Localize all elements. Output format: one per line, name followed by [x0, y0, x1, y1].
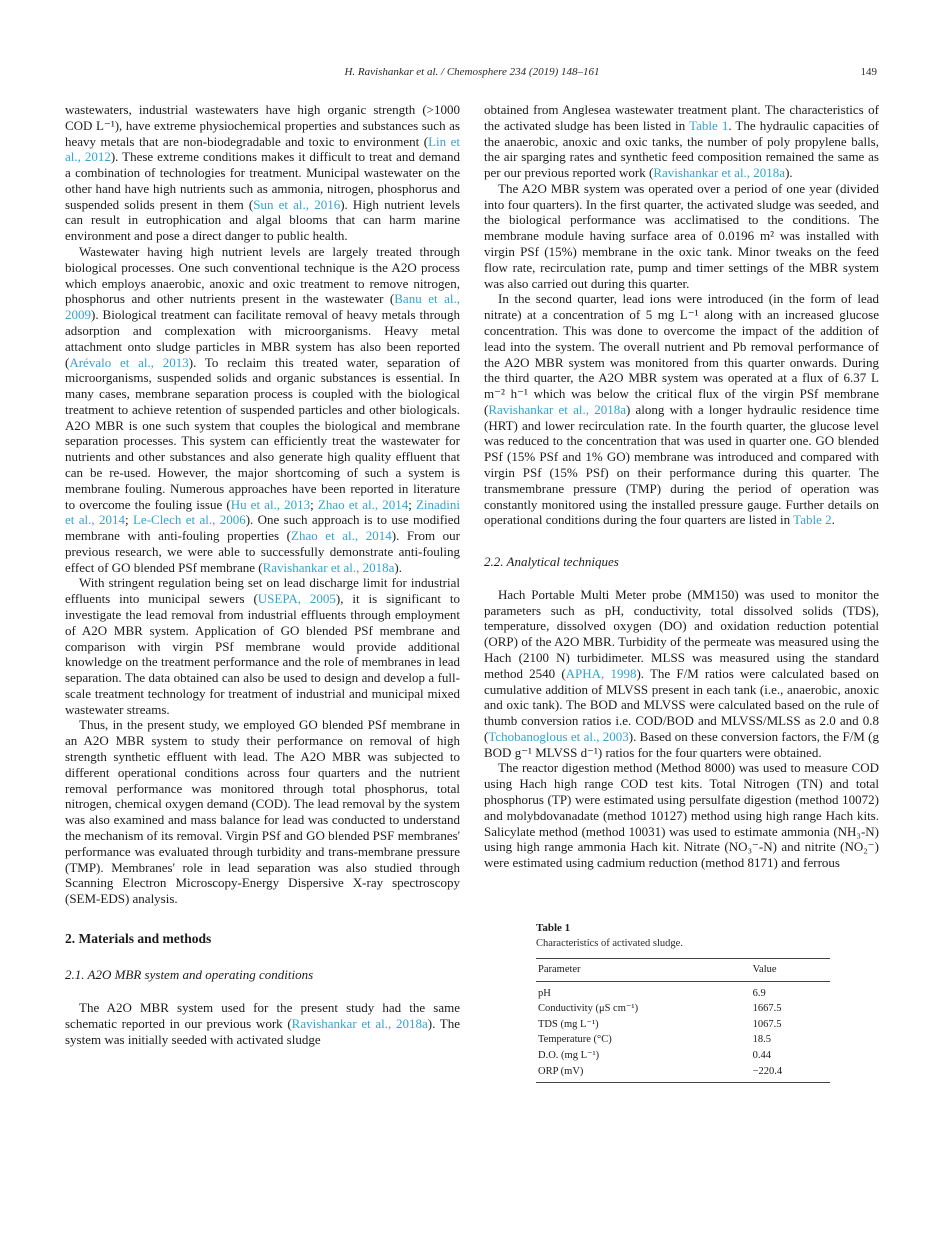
- citation-link[interactable]: Le-Clech et al., 2006: [132, 512, 246, 528]
- citation-link[interactable]: Ravishankar et al., 2018a: [653, 165, 786, 181]
- table-row: [536, 981, 830, 1001]
- running-head: [65, 66, 879, 78]
- table-1: [536, 958, 830, 1083]
- value-column-header: Value: [751, 958, 830, 981]
- paragraph: The A2O MBR system was operated over a period of one year (divided into four quarters). In the first quarter, the activated sludge was seeded, and the biological performance was acclimatised to the conditions. The membrane module having surface area of 0.0196 m² was installed with virgin PSf (15%) membrane in the oxic tank. Minor tweaks on the feed flow rate, recirculation rate, pump and timer settings of the MBR system was also carried out during this quarter.: [484, 180, 879, 291]
- citation-link[interactable]: Sun et al., 2016: [253, 196, 341, 212]
- two-column-body: [65, 102, 879, 1083]
- paragraph: The reactor digestion method (Method 8000) was used to measure COD using Hach high range COD test kits. Total Nitrogen (TN) and total phosphorus (TP) were estimated using persulfate digestion (method 10072) and molybdovanadate (method 10127) method using high range Hach kits. Salicylate method (method 10031) was used to estimate ammonia (NH₃-N) using high range ammonia Hach kit. Nitrate (NO₃⁻-N) and nitrite (NO₂⁻) were estimated using cadmium reduction (method 8171) and ferrous: [484, 760, 879, 871]
- citation-link[interactable]: Zinadini et al., 2014: [65, 496, 460, 528]
- parameter-cell: D.O. (mg L⁻¹): [538, 1050, 600, 1062]
- value-cell: 1667.5: [752, 1003, 782, 1015]
- citation-link[interactable]: USEPA, 2005: [257, 591, 336, 607]
- citation-link[interactable]: Zhao et al., 2014: [291, 528, 392, 544]
- paragraph: The A2O MBR system used for the present study had the same schematic reported in our previous work (Ravishankar et al., 2018a). The system was initially seeded with activated sludge: [65, 1000, 460, 1047]
- value-cell: −220.4: [752, 1065, 783, 1077]
- table-row: [536, 1017, 830, 1033]
- citation-link[interactable]: Ravishankar et al., 2018a: [262, 559, 395, 575]
- table-1-label: Table 1: [536, 921, 571, 934]
- citation-link[interactable]: Arévalo et al., 2013: [69, 354, 189, 370]
- subsection-heading-2-2: 2.2. Analytical techniques: [484, 554, 619, 570]
- right-column: [484, 102, 879, 1083]
- table-2-ref-link[interactable]: Table 2: [793, 512, 832, 528]
- table-1-header: [536, 958, 830, 981]
- value-cell: 1067.5: [752, 1018, 782, 1030]
- paragraph: Thus, in the present study, we employed GO blended PSf membrane in an A2O MBR system to study their performance on removal of high strength synthetic effluent with lead. The A2O MBR was subjected to different operational conditions across four quarters and the nutrient removal performance was monitored through total phosphorus, total nitrogen, chemical oxygen demand (COD). The lead removal by the system was also examined and mass balance for lead was conducted to understand the mechanism of its removal. Virgin PSf and GO blended PSF membranes' performance was evaluated through turbidity and trans-membrane pressure (TMP). Membranes' role in lead separation was also studied through Scanning Electron Microscopy-Energy Dispersive X-ray spectroscopy (SEM-EDS) analysis.: [65, 717, 460, 907]
- table-header-row: [536, 958, 830, 981]
- table-row: [536, 1032, 830, 1048]
- value-cell: 6.9: [752, 987, 766, 999]
- parameter-cell: pH: [538, 987, 551, 999]
- paragraph: wastewaters, industrial wastewaters have high organic strength (>1000 COD L⁻¹), have extreme physiochemical properties and substances such as heavy metals that are non-biodegradable and toxic to environment (Lin et al., 2012). These extreme conditions makes it difficult to treat and demand a combination of technologies for treatment. Municipal wastewater on the other hand have high nutrients such as ammonia, nitrogen, phosphorus and suspended solids present in them (Sun et al., 2016). High nutrient levels can result in eutrophication and algal blooms that can harm marine environment and pose a direct danger to public health.: [65, 102, 460, 244]
- citation-link[interactable]: Banu et al., 2009: [65, 291, 460, 323]
- citation-link[interactable]: Zhao et al., 2014: [317, 496, 409, 512]
- table-1-body: [536, 981, 830, 1083]
- paragraph: Wastewater having high nutrient levels are largely treated through biological processes. One such conventional technique is the A2O process which employs anaerobic, anoxic and oxic treatment to remove nitrogen, phosphorus and other nutrients present in the wastewater (Banu et al., 2009). Biological treatment can facilitate removal of heavy metals through adsorption and complexation with microorganisms. Heavy metal attachment onto sludge particles in MBR system has also been reported (Arévalo et al., 2013). To reclaim this treated water, separation of microorganisms, suspended solids and organic substances is essential. In many cases, membrane separation process is coupled with the biological treatment to achieve retention of suspended particles and other biologicals. A2O MBR is one such system that couples the biological and membrane separation processes. This system can efficiently treat the wastewater for nutrients and other substances and also generate high quality effluent that can be re-used. However, the major shortcoming of such a system is membrane fouling. Numerous approaches have been reported in literature to overcome the fouling issue (Hu et al., 2013; Zhao et al., 2014; Zinadini et al., 2014; Le-Clech et al., 2006). One such approach is to use modified membrane with anti-fouling properties (Zhao et al., 2014). From our previous research, we were able to successfully demonstrate anti-fouling effect of GO blended PSf membrane (Ravishankar et al., 2018a).: [65, 244, 460, 575]
- value-cell: 18.5: [752, 1034, 771, 1046]
- citation-link[interactable]: Ravishankar et al., 2018a: [488, 401, 626, 417]
- parameter-column-header: Parameter: [536, 958, 751, 981]
- parameter-cell: ORP (mV): [538, 1065, 584, 1077]
- paragraph: obtained from Anglesea wastewater treatment plant. The characteristics of the activated sludge has been listed in Table 1. The hydraulic capacities of the anaerobic, anoxic and oxic tanks, the number of poly propylene balls, the air sparging rates and synthetic feed composition remained the same as per our previous reported work (Ravishankar et al., 2018a).: [484, 102, 879, 181]
- table-row: [536, 1048, 830, 1064]
- parameter-cell: TDS (mg L⁻¹): [538, 1018, 599, 1030]
- table-row: [536, 1064, 830, 1083]
- paragraph: In the second quarter, lead ions were introduced (in the form of lead nitrate) at a concentration of 5 mg L⁻¹ along with an increased glucose concentration. This was done to overcome the impact of the addition of lead into the system. The overall nutrient and Pb removal performance of the A2O MBR system was monitored from this quarter onwards. During the third quarter, the A2O MBR system was operated at a flux of 6.37 L m⁻² h⁻¹ which was below the critical flux of the virgin PSf membrane (Ravishankar et al., 2018a) along with a longer hydraulic residence time (HRT) and lower recirculation rate. In the fourth quarter, the glucose level was reduced to the concentration that was used in quarter one. GO blended PSf (15% PSf and 1% GO) membrane was introduced and compared with virgin PSf (15% PSf) on their performance during this quarter. The transmembrane pressure (TMP) during the period of operation was constantly monitored using the installed pressure gauge. Further details on operational conditions during the four quarters are listed in Table 2.: [484, 291, 879, 528]
- table-1-caption: Characteristics of activated sludge.: [536, 938, 683, 950]
- section-heading-2: 2. Materials and methods: [65, 930, 212, 946]
- paragraph: With stringent regulation being set on lead discharge limit for industrial effluents into municipal sewers (USEPA, 2005), it is significant to investigate the lead removal from industrial effluents through employment of A2O MBR system. Application of GO blended PSf membrane and comparison with virgin PSf membrane would provide additional knowledge on the treatment performance and the role of membranes in lead separation. The data obtained can also be used to design and develop a full-scale treatment technology for treatment of industrial and municipal mixed wastewater streams.: [65, 575, 460, 717]
- table-1-block: [536, 921, 830, 1083]
- parameter-cell: Temperature (°C): [538, 1034, 612, 1046]
- citation-link[interactable]: Hu et al., 2013: [230, 496, 311, 512]
- citation-link[interactable]: Ravishankar et al., 2018a: [291, 1015, 428, 1031]
- value-cell: 0.44: [752, 1050, 771, 1062]
- citation-link[interactable]: Tchobanoglous et al., 2003: [488, 728, 629, 744]
- paragraph: Hach Portable Multi Meter probe (MM150) was used to monitor the parameters such as pH, conductivity, total dissolved solids (TDS), temperature, dissolved oxygen (DO) and oxidation reduction potential (ORP) of the A2O MBR. Turbidity of the permeate was measured using the Hach (2100 N) turbidimeter. MLSS was measured using the standard method 2540 (APHA, 1998). The F/M ratios were calculated based on cumulative addition of MLVSS present in each tank (i.e., anaerobic, anoxic and oxic tank). The BOD and MLVSS were calculated based on the rule of thumb conversion ratios i.e. COD/BOD and MLVSS/MLSS as 2.0 and 0.8 (Tchobanoglous et al., 2003). Based on these conversion factors, the F/M (g BOD g⁻¹ MLVSS d⁻¹) ratios for the four quarters were obtained.: [484, 586, 879, 760]
- subsection-heading-2-1: 2.1. A2O MBR system and operating conditions: [65, 967, 314, 983]
- table-row: [536, 1001, 830, 1017]
- running-head-title: H. Ravishankar et al. / Chemosphere 234 (2019) 148–161: [344, 66, 600, 78]
- parameter-cell: Conductivity (μS cm⁻¹): [538, 1003, 639, 1015]
- left-column: [65, 102, 460, 1083]
- table-1-ref-link[interactable]: Table 1: [689, 117, 729, 133]
- citation-link[interactable]: Lin et al., 2012: [65, 133, 460, 165]
- page-number: 149: [860, 66, 877, 78]
- citation-link[interactable]: APHA, 1998: [565, 665, 637, 681]
